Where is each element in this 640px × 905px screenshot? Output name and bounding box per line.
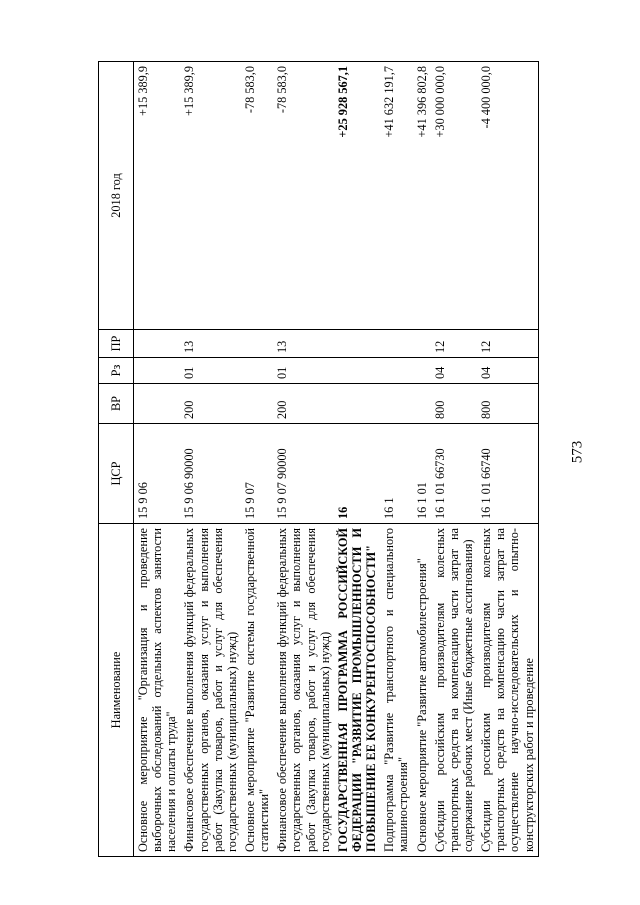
cell-pr: 12	[431, 330, 477, 358]
table-row	[134, 62, 181, 857]
budget-table	[98, 61, 539, 857]
column-header-pr: ПР	[99, 330, 134, 358]
cell-name: Субсидии российским производителям колесных транспортных средств на компенсацию части затрат на содержание рабочих мест (Иные бюджетные ассигнования)	[431, 524, 477, 857]
cell-name: Подпрограмма "Развитие транспортного и специального машиностроения"	[380, 524, 412, 857]
cell-rz: 01	[180, 358, 241, 384]
cell-amount: -78 583,0	[241, 62, 273, 330]
cell-rz	[334, 358, 380, 384]
column-header-csr: ЦСР	[99, 424, 134, 524]
cell-amount: +41 396 802,8	[413, 62, 431, 330]
cell-vr	[134, 384, 181, 424]
cell-pr	[241, 330, 273, 358]
cell-csr: 15 9 06	[134, 424, 181, 524]
cell-rz: 04	[477, 358, 538, 384]
column-header-amount: 2018 год	[99, 62, 134, 330]
cell-pr	[134, 330, 181, 358]
cell-rz	[241, 358, 273, 384]
table-row	[477, 62, 538, 857]
table-row	[431, 62, 477, 857]
table-row	[380, 62, 412, 857]
cell-amount: +25 928 567,1	[334, 62, 380, 330]
cell-pr: 13	[273, 330, 334, 358]
cell-name: Субсидии российским производителям колесных транспортных средств на компенсацию части затрат на осуществление научно-исследовательских и опытно-конструкторских работ и проведение	[477, 524, 538, 857]
cell-rz	[380, 358, 412, 384]
table-row	[273, 62, 334, 857]
cell-vr	[380, 384, 412, 424]
cell-csr: 16	[334, 424, 380, 524]
cell-csr: 16 1 01	[413, 424, 431, 524]
table-row-program	[334, 62, 380, 857]
cell-csr: 15 9 06 90000	[180, 424, 241, 524]
cell-name: Финансовое обеспечение выполнения функций федеральных государственных органов, оказания услуг и выполнения работ (Закупка товаров, работ и услуг для обеспечения государственных (муниципальных) нужд)	[273, 524, 334, 857]
cell-pr	[380, 330, 412, 358]
cell-rz	[413, 358, 431, 384]
column-header-vr: ВР	[99, 384, 134, 424]
cell-pr: 13	[180, 330, 241, 358]
cell-amount: +30 000 000,0	[431, 62, 477, 330]
cell-pr	[334, 330, 380, 358]
cell-csr: 15 9 07	[241, 424, 273, 524]
cell-rz	[134, 358, 181, 384]
cell-vr: 200	[273, 384, 334, 424]
column-header-rz: Рз	[99, 358, 134, 384]
cell-vr: 800	[431, 384, 477, 424]
cell-name: Основное мероприятие "Развитие автомобилестроения"	[413, 524, 431, 857]
cell-name: Основное мероприятие "Развитие системы государственной статистики"	[241, 524, 273, 857]
table-row	[180, 62, 241, 857]
cell-vr: 800	[477, 384, 538, 424]
cell-name: Основное мероприятие "Организация и проведение выборочных обследований отдельных аспектов занятости населения и оплаты труда"	[134, 524, 181, 857]
cell-name: Финансовое обеспечение выполнения функций федеральных государственных органов, оказания услуг и выполнения работ (Закупка товаров, работ и услуг для обеспечения государственных (муниципальных) нужд)	[180, 524, 241, 857]
table-row	[413, 62, 431, 857]
cell-amount: -78 583,0	[273, 62, 334, 330]
rotated-table-wrapper	[98, 62, 608, 857]
cell-rz: 04	[431, 358, 477, 384]
table-header-row	[99, 62, 134, 857]
cell-vr	[241, 384, 273, 424]
cell-vr: 200	[180, 384, 241, 424]
column-header-name: Наименование	[99, 524, 134, 857]
cell-rz: 01	[273, 358, 334, 384]
cell-amount: +15 389,9	[134, 62, 181, 330]
cell-csr: 16 1 01 66730	[431, 424, 477, 524]
cell-csr: 16 1 01 66740	[477, 424, 538, 524]
cell-csr: 16 1	[380, 424, 412, 524]
cell-pr	[413, 330, 431, 358]
cell-name: ГОСУДАРСТВЕННАЯ ПРОГРАММА РОССИЙСКОЙ ФЕДЕРАЦИИ "РАЗВИТИЕ ПРОМЫШЛЕННОСТИ И ПОВЫШЕНИЕ ЕЕ КОНКУРЕНТОСПОСОБНОСТИ"	[334, 524, 380, 857]
cell-amount: -4 400 000,0	[477, 62, 538, 330]
table-row	[241, 62, 273, 857]
cell-pr: 12	[477, 330, 538, 358]
cell-vr	[413, 384, 431, 424]
cell-amount: +15 389,9	[180, 62, 241, 330]
cell-amount: +41 632 191,7	[380, 62, 412, 330]
cell-csr: 15 9 07 90000	[273, 424, 334, 524]
page-number: 573	[569, 440, 586, 464]
cell-vr	[334, 384, 380, 424]
